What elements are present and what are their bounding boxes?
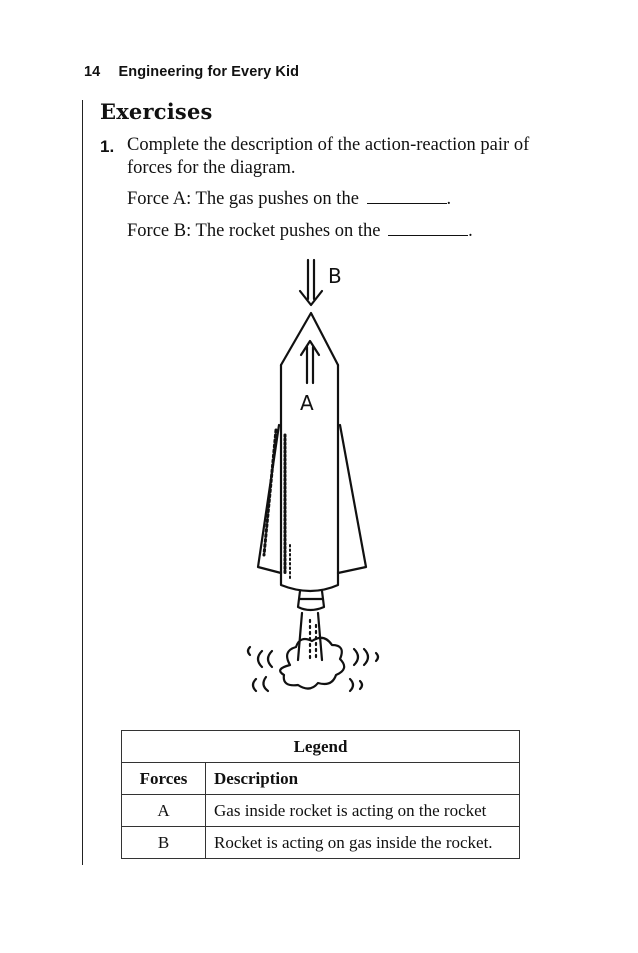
legend-table [121, 730, 520, 859]
legend-col-description: Description [206, 763, 520, 795]
legend-force-cell: A [122, 795, 206, 827]
margin-rule [82, 100, 83, 865]
force-b-line [127, 220, 473, 242]
force-a-prefix: Force A: The gas pushes on the [127, 189, 359, 209]
legend-title: Legend [122, 731, 520, 763]
question-text: Complete the description of the action-reaction pair of forces for the diagram. [127, 135, 530, 178]
running-head [84, 64, 299, 80]
force-b-arrow [300, 260, 322, 305]
force-b-prefix: Force B: The rocket pushes on the [127, 221, 381, 241]
force-b-blank[interactable] [388, 220, 468, 236]
book-title: Engineering for Every Kid [118, 64, 300, 80]
right-fin [338, 425, 366, 573]
force-a-arrow [301, 341, 319, 383]
page-number: 14 [84, 64, 101, 80]
rocket-diagram [220, 255, 420, 705]
label-a: A [300, 391, 314, 415]
legend-description-cell: Rocket is acting on gas inside the rocket. [206, 827, 520, 859]
nose-cone [281, 313, 338, 365]
section-title: Exercises [100, 99, 213, 124]
legend-col-forces: Forces [122, 763, 206, 795]
question-number: 1. [100, 137, 115, 156]
force-a-blank[interactable] [367, 188, 447, 204]
legend-description-cell: Gas inside rocket is acting on the rocket [206, 795, 520, 827]
force-b-suffix: . [468, 221, 473, 241]
force-a-line [127, 188, 451, 210]
force-a-suffix: . [446, 189, 452, 209]
nozzle [298, 591, 324, 610]
table-row [122, 827, 520, 859]
legend-force-cell: B [122, 827, 206, 859]
label-b: B [328, 264, 342, 288]
table-row [122, 795, 520, 827]
exhaust-cloud [280, 638, 344, 689]
